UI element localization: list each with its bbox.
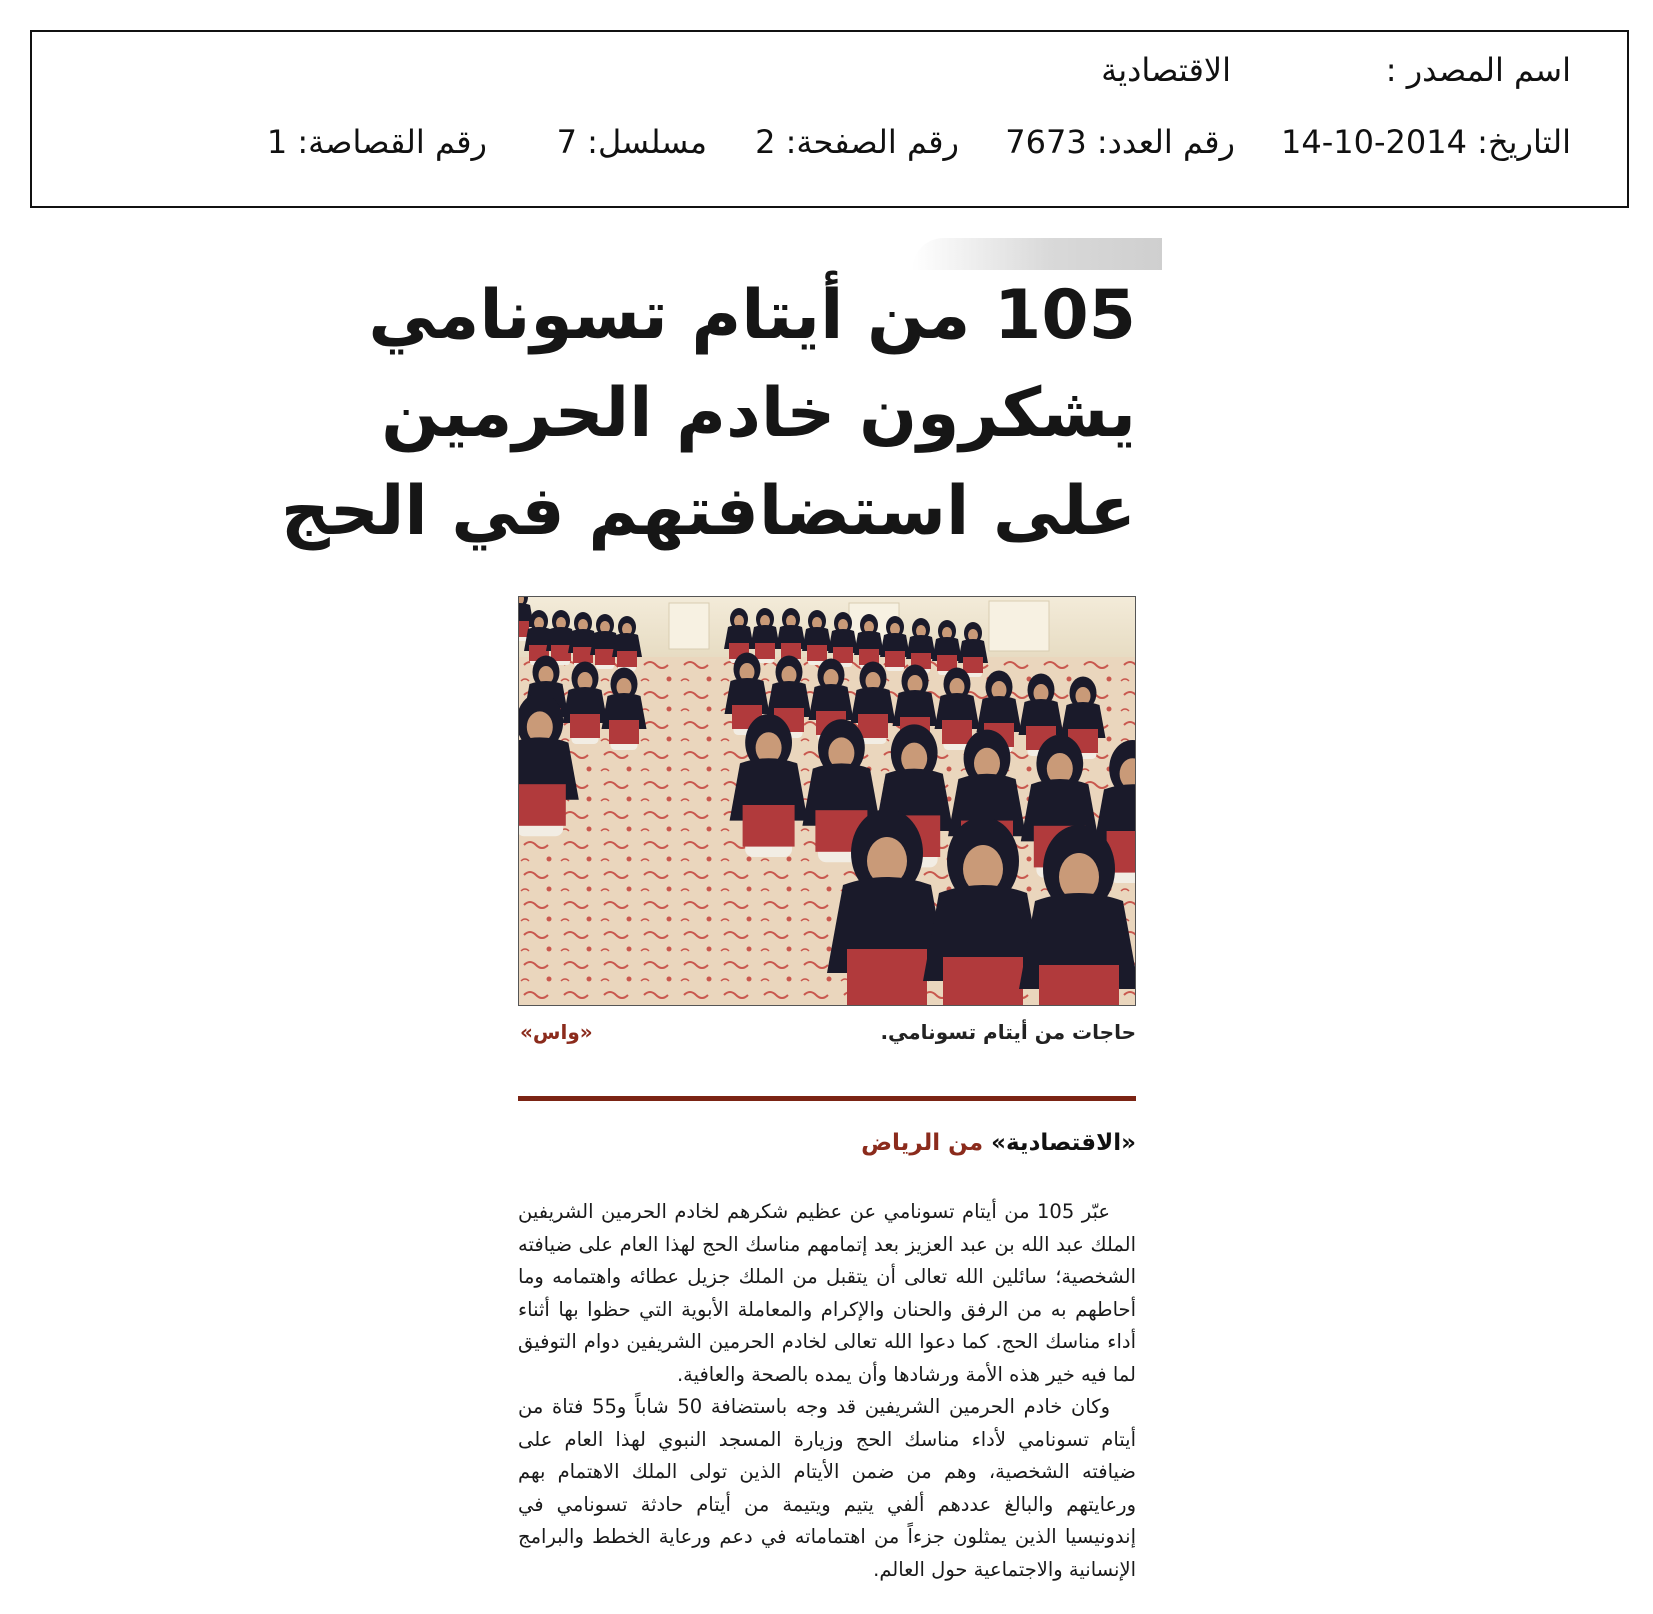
source-value: الاقتصادية xyxy=(1101,51,1231,89)
page-number-field: رقم الصفحة: 2 xyxy=(755,123,959,161)
article-photo xyxy=(518,596,1136,1006)
date-field: التاريخ: 2014-10-14 xyxy=(1281,123,1571,161)
clip-number-field: رقم القصاصة: 1 xyxy=(266,123,487,161)
decorative-swoosh xyxy=(912,238,1162,270)
headline-line-1: 105 من أيتام تسونامي xyxy=(368,276,1136,355)
article-body xyxy=(518,1196,1136,1586)
paragraph-2: وكان خادم الحرمين الشريفين قد وجه باستضافة 50 شاباً و55 فتاة من أيتام تسونامي لأداء مناسك الحج وزيارة المسجد النبوي لهذا العام على ضيافته الشخصية، وهم من ضمن الأيتام الذين تولى الملك الاهتمام بهم ورعايتهم والبالغ عددهم ألفي يتيم ويتيمة من أيتام حادثة تسونامي في إندونيسيا الذين يمثلون جزءاً من اهتماماته في دعم ورعاية الخطط والبرامج الإنسانية والاجتماعية حول العالم. xyxy=(518,1395,1136,1581)
section-divider xyxy=(518,1096,1136,1101)
clipping-metadata-box xyxy=(30,30,1629,208)
paragraph-1: عبّر 105 من أيتام تسونامي عن عظيم شكرهم لخادم الحرمين الشريفين الملك عبد الله بن عبد العزيز بعد إتمامهم مناسك الحج لهذا العام على ضيافته الشخصية؛ سائلين الله تعالى أن يتقبل من الملك جزيل عطائه واهتمامه وما أحاطهم به من الرفق والحنان والإكرام والمعاملة الأبوية التي حظوا بها أثناء أداء مناسك الحج. كما دعوا الله تعالى لخادم الحرمين الشريفين دوام التوفيق لما فيه خير هذه الأمة ورشادها وأن يمده بالصحة والعافية. xyxy=(518,1200,1136,1386)
foreground-row xyxy=(827,809,1136,1006)
headline-line-3: على استضافتهم في الحج xyxy=(280,472,1136,551)
dateline-place: من الرياض xyxy=(861,1130,984,1156)
serial-field: مسلسل: 7 xyxy=(556,123,707,161)
photo-illustration xyxy=(519,597,1136,1006)
issue-number-field: رقم العدد: 7673 xyxy=(1005,123,1235,161)
photo-caption: حاجات من أيتام تسونامي. xyxy=(880,1020,1136,1044)
dateline-source: «الاقتصادية» xyxy=(991,1130,1136,1156)
dateline xyxy=(861,1130,1136,1156)
source-label: اسم المصدر : xyxy=(1385,51,1571,89)
newspaper-clipping xyxy=(280,238,1162,1588)
photo-credit: «واس» xyxy=(520,1020,593,1044)
headline-line-2: يشكرون خادم الحرمين xyxy=(381,374,1136,453)
